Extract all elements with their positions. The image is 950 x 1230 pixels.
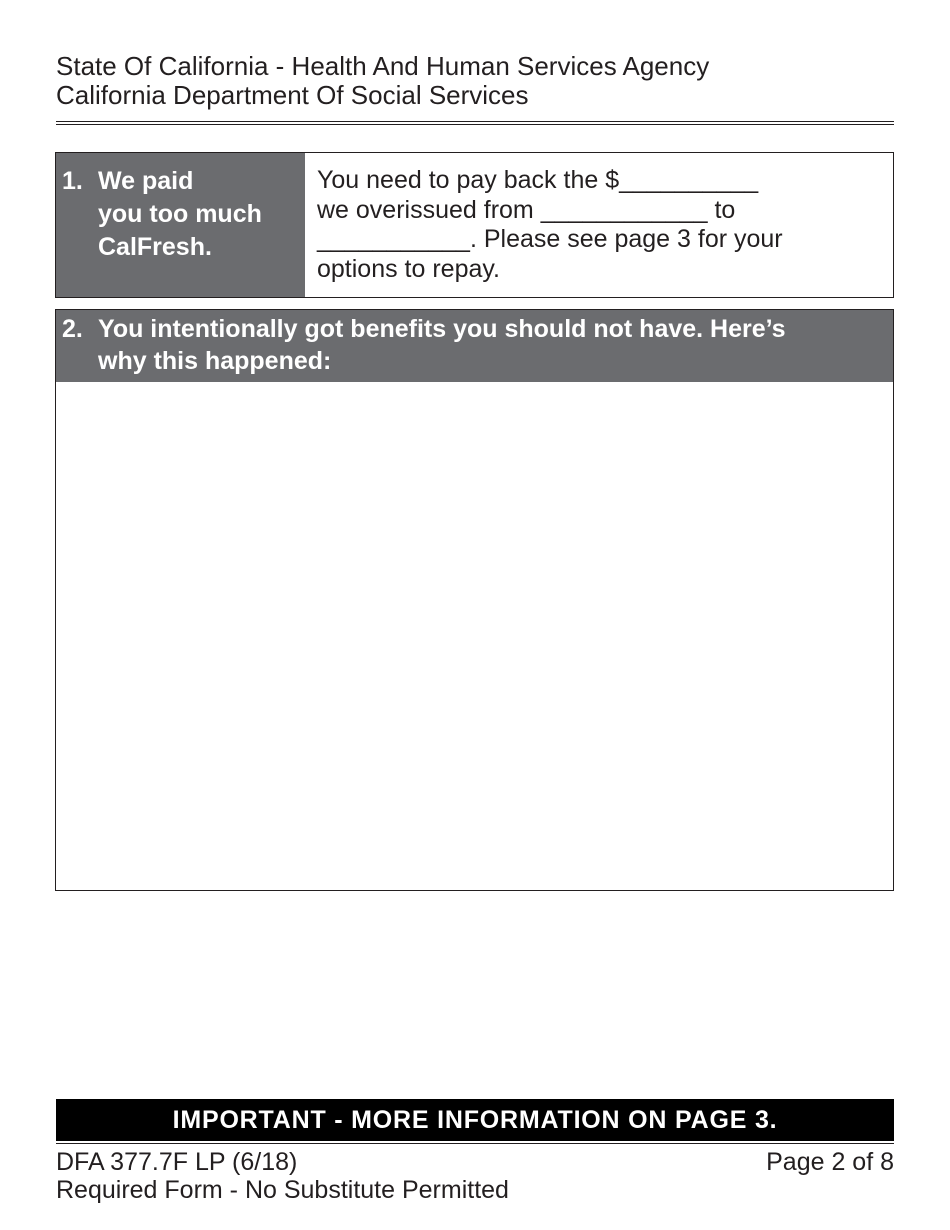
section-2-title-line: why this happened: bbox=[98, 347, 332, 375]
footer-divider bbox=[56, 1143, 894, 1144]
form-id: DFA 377.7F LP (6/18) bbox=[56, 1148, 298, 1176]
header-divider bbox=[56, 121, 894, 125]
section-2-number: 2. bbox=[62, 315, 83, 343]
page-number: Page 2 of 8 bbox=[766, 1148, 894, 1176]
department-name: California Department Of Social Services bbox=[56, 80, 529, 110]
agency-header bbox=[56, 52, 709, 110]
section-1-text-line: You need to pay back the $__________ bbox=[317, 166, 759, 194]
section-2-title bbox=[98, 313, 786, 375]
section-2-reason bbox=[55, 309, 894, 891]
section-1-overpayment bbox=[55, 152, 894, 298]
form-footer bbox=[56, 1148, 509, 1204]
important-banner: IMPORTANT - MORE INFORMATION ON PAGE 3. bbox=[56, 1099, 894, 1141]
section-1-title-line: We paid bbox=[98, 167, 194, 195]
section-2-title-line: You intentionally got benefits you should not have. Here’s bbox=[98, 315, 786, 343]
form-note: Required Form - No Substitute Permitted bbox=[56, 1176, 509, 1204]
reason-text-area[interactable] bbox=[56, 382, 893, 890]
agency-name: State Of California - Health And Human Services Agency bbox=[56, 51, 710, 81]
section-1-title-line: you too much bbox=[98, 200, 262, 228]
section-1-text-line: we overissued from ____________ to bbox=[317, 195, 736, 224]
section-1-text bbox=[305, 153, 893, 297]
section-1-title bbox=[98, 165, 262, 297]
section-1-number: 1. bbox=[62, 167, 83, 195]
section-1-label bbox=[56, 153, 305, 297]
section-1-title-line: CalFresh. bbox=[98, 233, 212, 261]
section-2-heading bbox=[56, 310, 893, 382]
section-1-text-line: options to repay. bbox=[317, 254, 500, 283]
section-1-text-line: ___________. Please see page 3 for your bbox=[317, 225, 783, 253]
